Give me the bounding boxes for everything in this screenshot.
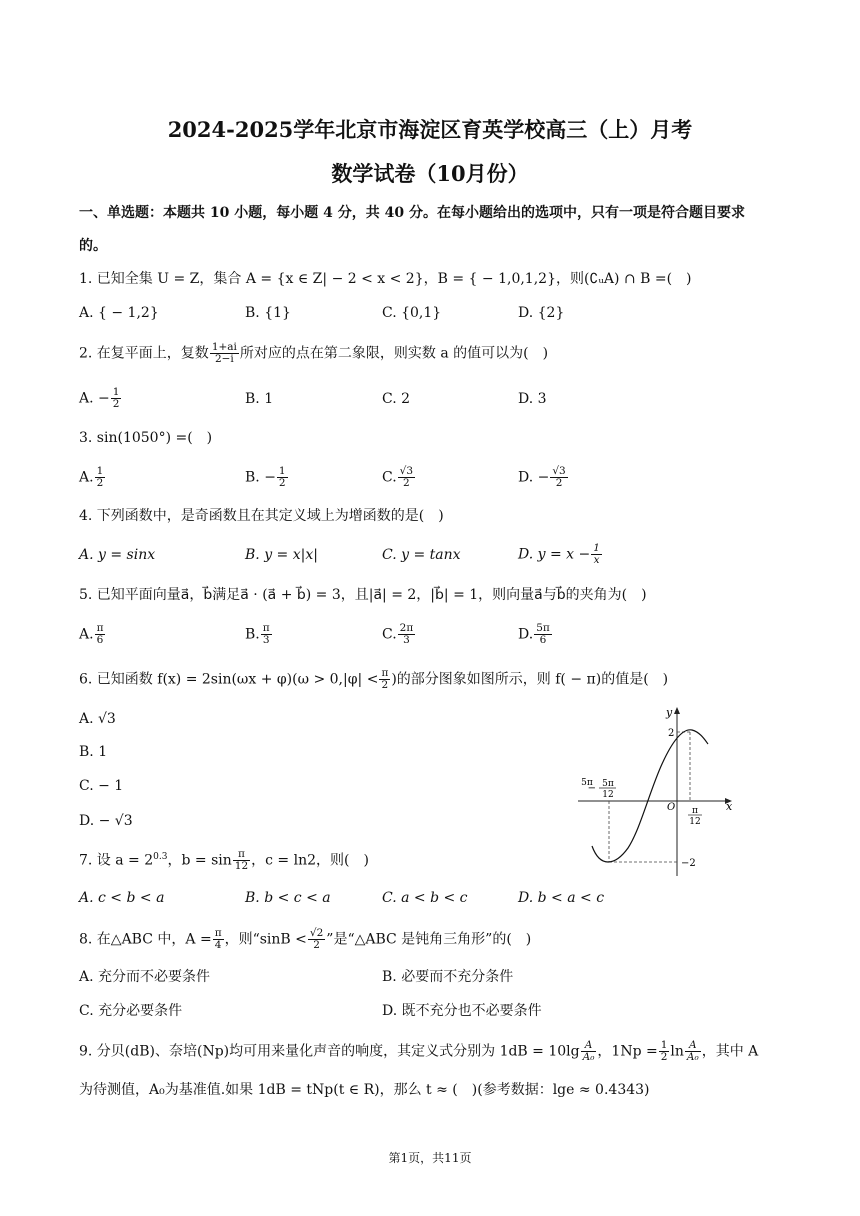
q7-frac-num: π (233, 849, 250, 861)
question-7-text (79, 847, 369, 872)
q5-option-a (79, 623, 106, 646)
y-axis-arrow (674, 707, 680, 714)
q8-suffix: ”是“△ABC 是钝角三角形”的( ) (326, 931, 532, 948)
q2-prefix: 2. 在复平面上，复数 (79, 345, 209, 362)
q7-suffix: ，c = ln2，则( ) (251, 852, 369, 869)
q3-option-a (79, 466, 106, 489)
q4-option-d (518, 543, 603, 566)
page-title: 2024-2025学年北京市海淀区育英学校高三（上）月考 (167, 117, 693, 142)
q3-opt-c-label: C. (382, 469, 397, 486)
q3-opt-a-label: A. (79, 469, 94, 486)
q6-frac-num: π (381, 667, 389, 679)
graph-right-tick-num: π (692, 806, 698, 816)
q2-frac-num: 1+ai (211, 341, 237, 353)
q1-option-b: B. {1} (245, 305, 291, 321)
q5-opt-d-num: 5π (536, 622, 550, 634)
q8-a-den: 4 (214, 939, 222, 951)
q3-opt-c-den: 2 (403, 477, 410, 489)
graph-left-tick-den: 12 (602, 790, 614, 800)
q5-opt-b-num: π (262, 622, 270, 634)
q6-fraction (379, 668, 390, 691)
q9-mid1: ，1Np = (597, 1043, 658, 1060)
q3-opt-b-den: 2 (278, 477, 286, 489)
graph-left-tick-num: 5π (581, 778, 593, 788)
q3-opt-a-num: 1 (96, 465, 104, 477)
q1-option-c: C. {0,1} (382, 305, 442, 321)
q7-frac-den: 12 (234, 860, 249, 873)
q6-suffix: )的部分图象如图所示，则 f( − π)的值是( ) (391, 671, 669, 688)
question-6-text (79, 668, 668, 691)
q9-suffix: ，其中 A (701, 1043, 759, 1060)
q4-opt-d-num: 1 (593, 542, 600, 554)
q2-frac-den: 2−i (214, 353, 234, 365)
q9-frac-1 (581, 1040, 597, 1063)
q3-opt-c-frac (398, 466, 415, 489)
q3-option-c (382, 466, 416, 489)
q3-opt-d-den: 2 (555, 477, 563, 489)
q7-option-a: A. c < b < a (79, 890, 165, 906)
q2-fraction (210, 342, 239, 365)
q7-fraction (233, 849, 250, 872)
q5-opt-a-num: π (96, 622, 104, 634)
q5-opt-b-frac (261, 623, 272, 646)
q6-frac-den: 2 (381, 679, 389, 691)
q7-option-c: C. a < b < c (382, 890, 468, 906)
q5-opt-d-label: D. (518, 626, 534, 643)
q8-s-fraction (308, 928, 325, 951)
question-9-text-line1 (79, 1040, 758, 1063)
q2-suffix: 所对应的点在第二象限，则实数 a 的值可以为( ) (239, 345, 549, 362)
q9-frac-3 (685, 1040, 701, 1063)
q4-opt-d-frac (591, 543, 602, 566)
q9-frac-2 (659, 1040, 670, 1063)
graph-y-label: y (666, 706, 673, 719)
graph-y-max-label: 2 (668, 728, 675, 739)
q3-opt-a-den: 2 (96, 477, 104, 489)
graph-left-tick-num2: 5π (602, 779, 614, 789)
q3-option-b (245, 466, 289, 489)
q7-prefix: 7. 设 a = 2 (79, 852, 154, 869)
q6-function-graph (570, 700, 750, 885)
graph-origin-label: O (667, 802, 676, 813)
section-heading-line1: 一、单选题：本题共 10 小题，每小题 4 分，共 40 分。在每小题给出的选项中，只有一项是符合题目要求 (79, 205, 745, 221)
q6-option-a: A. √3 (79, 711, 116, 727)
question-8-text (79, 928, 531, 951)
graph-y-min-label: −2 (681, 858, 696, 869)
q8-mid: ，则“sinB < (224, 931, 307, 948)
q2-option-d: D. 3 (518, 391, 547, 407)
q5-option-c (382, 623, 416, 646)
q8-option-d: D. 既不充分也不必要条件 (382, 1003, 542, 1019)
q3-opt-c-num: √3 (399, 465, 414, 477)
q3-opt-d-num: √3 (552, 465, 566, 477)
q5-opt-c-num: 2π (399, 622, 414, 634)
q7-mid: ，b = sin (167, 852, 232, 869)
graph-x-label: x (726, 800, 733, 813)
question-1-text: 1. 已知全集 U = Z，集合 A = {x ∈ Z| − 2 < x < 2}，B = { − 1,0,1,2}，则(∁ᵤA) ∩ B =( ) (79, 271, 692, 287)
q3-opt-b-num: 1 (278, 465, 286, 477)
q6-option-c: C. − 1 (79, 778, 124, 794)
section-heading-line2: 的。 (79, 238, 107, 254)
q7-exponent: 0.3 (153, 852, 168, 862)
q2-option-b: B. 1 (245, 391, 274, 407)
q3-opt-a-frac (95, 466, 106, 489)
q8-a-fraction (213, 928, 224, 951)
q3-opt-b-frac (277, 466, 288, 489)
q3-opt-d-frac (550, 466, 567, 489)
q9-mid2: ln (670, 1043, 684, 1060)
q8-s-num: √2 (309, 927, 324, 939)
q2-option-c: C. 2 (382, 391, 411, 407)
q2-opt-a-frac (111, 387, 122, 410)
q5-opt-b-label: B. (245, 626, 260, 643)
q3-opt-b-label: B. − (245, 469, 276, 486)
q7-option-d: D. b < a < c (518, 890, 605, 906)
q2-option-a (79, 387, 122, 410)
q6-prefix: 6. 已知函数 f(x) = 2sin(ωx + φ)(ω > 0,|φ| < (79, 671, 379, 688)
question-3-text: 3. sin(1050°) =( ) (79, 430, 213, 446)
q5-opt-c-label: C. (382, 626, 397, 643)
q4-opt-d-den: x (593, 554, 600, 566)
q4-option-b: B. y = x|x| (245, 547, 318, 563)
q2-opt-a-label: A. − (79, 390, 110, 407)
q8-option-c: C. 充分必要条件 (79, 1003, 183, 1019)
q8-s-den: 2 (313, 939, 320, 951)
q9-prefix: 9. 分贝(dB)、奈培(Np)均可用来量化声音的响度，其定义式分别为 1dB = 10lg (79, 1043, 580, 1060)
q5-opt-c-den: 3 (403, 634, 410, 646)
q6-option-b: B. 1 (79, 744, 108, 760)
q2-opt-a-den: 2 (112, 398, 120, 410)
page-footer: 第1页，共11页 (388, 1151, 472, 1165)
q5-opt-a-den: 6 (96, 634, 104, 646)
question-4-text: 4. 下列函数中，是奇函数且在其定义域上为增函数的是( ) (79, 508, 444, 524)
question-9-text-line2: 为待测值，A₀为基准值.如果 1dB = tNp(t ∈ R)，那么 t ≈ ( )(参考数据：lge ≈ 0.4343) (79, 1082, 650, 1098)
q5-option-b (245, 623, 273, 646)
q4-option-a: A. y = sinx (79, 547, 156, 563)
q3-option-d (518, 466, 569, 489)
q5-opt-c-frac (398, 623, 416, 646)
q8-option-a: A. 充分而不必要条件 (79, 969, 211, 985)
q9-f3-num: A (685, 1040, 701, 1052)
q5-opt-d-frac (534, 623, 552, 646)
graph-right-tick-den: 12 (689, 817, 701, 827)
question-2-text (79, 342, 548, 365)
question-5-text: 5. 已知平面向量a⃗，b⃗满足a⃗ · (a⃗ + b⃗) = 3，且|a⃗| = 2，|b⃗| = 1，则向量a⃗与b⃗的夹角为( ) (79, 587, 647, 603)
q5-opt-b-den: 3 (262, 634, 270, 646)
q5-opt-d-den: 6 (539, 634, 547, 646)
q5-opt-a-frac (95, 623, 106, 646)
q7-option-b: B. b < c < a (245, 890, 331, 906)
page-subtitle: 数学试卷（10月份） (331, 161, 529, 186)
q9-f3-den: A₀ (686, 1051, 699, 1063)
q1-option-a: A. { − 1,2} (79, 305, 159, 321)
q9-f1-num: A (581, 1040, 597, 1052)
q4-opt-d-label: D. y = x − (518, 546, 591, 563)
q1-option-d: D. {2} (518, 305, 565, 321)
graph-left-tick-dash: − (587, 783, 596, 794)
q8-option-b: B. 必要而不充分条件 (382, 969, 514, 985)
q3-opt-d-label: D. − (518, 469, 550, 486)
q5-opt-a-label: A. (79, 626, 94, 643)
q2-opt-a-num: 1 (112, 386, 120, 398)
q8-prefix: 8. 在△ABC 中，A = (79, 931, 212, 948)
q9-f2-num: 1 (660, 1039, 668, 1051)
q5-option-d (518, 623, 553, 646)
q6-option-d: D. − √3 (79, 813, 133, 829)
q9-f1-den: A₀ (582, 1051, 595, 1063)
q9-f2-den: 2 (660, 1051, 668, 1063)
q8-a-num: π (214, 927, 222, 939)
q4-option-c: C. y = tanx (382, 547, 461, 563)
